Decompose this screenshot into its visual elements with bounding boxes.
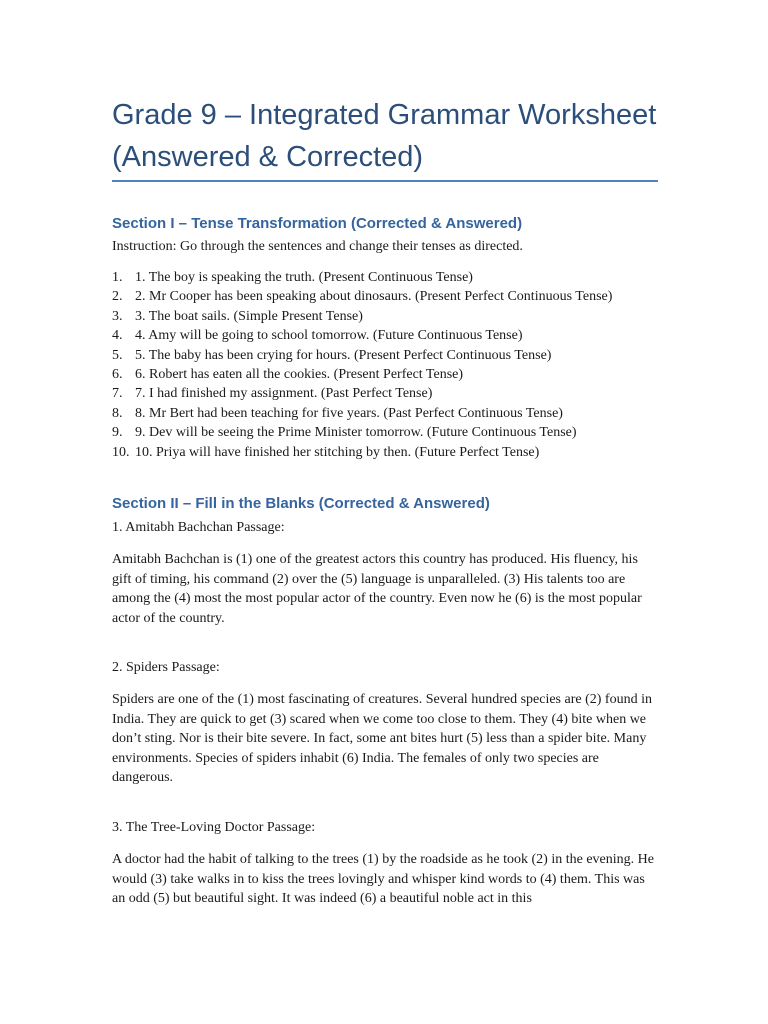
list-item-text: 3. The boat sails. (Simple Present Tense) — [135, 308, 363, 324]
list-item-text: 6. Robert has eaten all the cookies. (Present Perfect Tense) — [135, 367, 464, 383]
list-item-number: 3. — [112, 308, 123, 324]
list-item-number: 8. — [112, 405, 123, 421]
passage-1-body: Amitabh Bachchan is (1) one of the greatest actors this country has produced. His fluency, his gift of timing, his command (2) over the (5) language is unparalleled. (3) His talents too are among the (4) most the most popular actor of the country. Even now he (6) is the most popular actor of the country. — [112, 552, 642, 626]
section-1-instruction: Instruction: Go through the sentences and change their tenses as directed. — [112, 239, 523, 254]
list-item — [112, 287, 658, 306]
list-item — [112, 268, 658, 287]
list-item — [112, 384, 658, 403]
list-item-number: 5. — [112, 347, 123, 363]
passage-3-body: A doctor had the habit of talking to the trees (1) by the roadside as he took (2) in the evening. He would (3) take walks in to kiss the trees lovingly and whisper kind words to (4) them. This was an odd (5) but beautiful sight. It was indeed (6) a beautiful noble act in this — [112, 852, 654, 906]
list-item — [112, 365, 658, 384]
list-item-text: 5. The baby has been crying for hours. (Present Perfect Continuous Tense) — [135, 347, 552, 363]
list-item-number: 1. — [112, 270, 123, 285]
tense-list — [112, 268, 658, 462]
list-item-number: 9. — [112, 425, 123, 441]
passage-2-label: 2. Spiders Passage: — [112, 660, 220, 675]
list-item-number: 10. — [112, 444, 130, 460]
list-item-text: 9. Dev will be seeing the Prime Minister tomorrow. (Future Continuous Tense) — [135, 425, 577, 441]
section-1-heading: Section I – Tense Transformation (Corrected & Answered) — [112, 215, 523, 232]
list-item-text: 1. The boy is speaking the truth. (Present Continuous Tense) — [135, 270, 473, 285]
passage-1-label: 1. Amitabh Bachchan Passage: — [112, 520, 285, 535]
title-underline — [112, 180, 658, 182]
list-item-text: 10. Priya will have finished her stitching by then. (Future Perfect Tense) — [135, 444, 540, 460]
list-item — [112, 346, 658, 365]
list-item-number: 7. — [112, 386, 123, 402]
list-item-text: 2. Mr Cooper has been speaking about dinosaurs. (Present Perfect Continuous Tense) — [135, 289, 613, 305]
passage-2-body: Spiders are one of the (1) most fascinating of creatures. Several hundred species are (2) found in India. They are quick to get (3) scared when we come too close to them. They (4) bite when we don’t sting. Nor is their bite severe. In fact, some ant bites hurt (5) less than a spider bite. Many environments. Species of spiders inhabit (6) India. The females of only two species are dangerous. — [112, 692, 652, 785]
list-item-text: 7. I had finished my assignment. (Past Perfect Tense) — [135, 386, 433, 402]
list-item-text: 4. Amy will be going to school tomorrow. (Future Continuous Tense) — [135, 328, 523, 344]
list-item — [112, 443, 658, 462]
list-item-number: 6. — [112, 367, 123, 383]
list-item — [112, 404, 658, 423]
passage-3-label: 3. The Tree-Loving Doctor Passage: — [112, 820, 316, 835]
list-item-text: 8. Mr Bert had been teaching for five years. (Past Perfect Continuous Tense) — [135, 405, 563, 421]
list-item — [112, 423, 658, 442]
list-item — [112, 307, 658, 326]
section-2-heading: Section II – Fill in the Blanks (Corrected & Answered) — [112, 495, 490, 512]
list-item — [112, 326, 658, 345]
page-title: Grade 9 – Integrated Grammar Worksheet (Answered & Corrected) — [112, 99, 657, 173]
list-item-number: 2. — [112, 289, 123, 305]
list-item-number: 4. — [112, 328, 123, 344]
